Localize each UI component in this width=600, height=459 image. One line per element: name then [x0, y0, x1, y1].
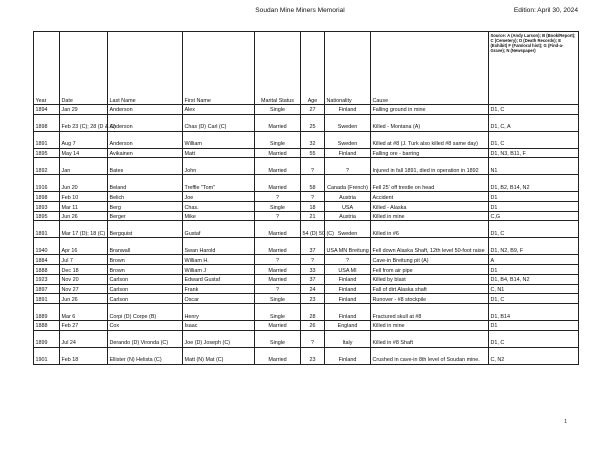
- cell-cause: Fell from air pipe: [371, 265, 489, 275]
- cell-first-name: Chas (D) Carl (C): [183, 114, 255, 131]
- cell-marital-status: Married: [255, 158, 301, 175]
- cell-nationality: Finland: [325, 148, 371, 158]
- cell-first-name: John: [183, 158, 255, 175]
- column-header-sources: Source: A (Andy Larson); B (Book/Report); C (Cemetery); D (Death Records); E (Exhibit) F (Fam/oral hist); G (Find-a-Grave); N (Newspaper): [489, 32, 579, 105]
- cell-first-name: Alex: [183, 105, 255, 115]
- cell-marital-status: Single: [255, 202, 301, 212]
- cell-nationality: Canada (French): [325, 175, 371, 192]
- cell-age: 58: [301, 175, 325, 192]
- cell-date: Jun 26: [60, 211, 108, 221]
- cell-last-name: Derando (D) Vironda (C): [108, 330, 183, 347]
- column-header-cause: Cause: [371, 32, 489, 105]
- cell-year: 1894: [34, 105, 60, 115]
- cell-cause: Fall of dirt Alaska shaft: [371, 284, 489, 294]
- cell-first-name: Gustaf: [183, 221, 255, 238]
- cell-first-name: Matt: [183, 148, 255, 158]
- cell-first-name: Chas.: [183, 202, 255, 212]
- cell-nationality: ?: [325, 255, 371, 265]
- cell-nationality: Austria: [325, 192, 371, 202]
- cell-cause: Killed in mine: [371, 320, 489, 330]
- table-row: [34, 105, 579, 115]
- cell-year: 1898: [34, 114, 60, 131]
- cell-year: 1923: [34, 274, 60, 284]
- cell-nationality: England: [325, 320, 371, 330]
- cell-cause: Fell 25' off trestle on head: [371, 175, 489, 192]
- cell-last-name: Carlson: [108, 284, 183, 294]
- memorial-table: [33, 31, 579, 365]
- cell-year: 1891: [34, 221, 60, 238]
- cell-year: 1892: [34, 158, 60, 175]
- table-row: [34, 238, 579, 255]
- cell-date: Feb 10: [60, 192, 108, 202]
- table-row: [34, 148, 579, 158]
- cell-date: Jun 26: [60, 294, 108, 304]
- table-row: [34, 347, 579, 364]
- cell-age: 33: [301, 265, 325, 275]
- cell-year: 1899: [34, 330, 60, 347]
- cell-sources: D1, N2, B9, F: [489, 238, 579, 255]
- table-row: [34, 192, 579, 202]
- column-header-last-name: Last Name: [108, 32, 183, 105]
- cell-date: Feb 23 (C); 28 (D & C): [60, 114, 108, 131]
- cell-marital-status: ?: [255, 284, 301, 294]
- table-row: [34, 131, 579, 148]
- cell-cause: Killed at #8 (J. Turk also killed #8 same day): [371, 131, 489, 148]
- cell-age: 23: [301, 347, 325, 364]
- cell-first-name: Edward Gustaf: [183, 274, 255, 284]
- table-row: [34, 303, 579, 320]
- column-header-first-name: First Name: [183, 32, 255, 105]
- cell-sources: D1, B14: [489, 303, 579, 320]
- cell-sources: D1, C: [489, 330, 579, 347]
- cell-first-name: William: [183, 131, 255, 148]
- table-row: [34, 158, 579, 175]
- cell-nationality: Finland: [325, 284, 371, 294]
- cell-date: Mar 17 (D); 18 (C): [60, 221, 108, 238]
- cell-age: 32: [301, 131, 325, 148]
- cell-year: 1888: [34, 265, 60, 275]
- cell-first-name: William H.: [183, 255, 255, 265]
- column-header-marital-status: Marital Status: [255, 32, 301, 105]
- cell-first-name: Joe (D) Joseph (C): [183, 330, 255, 347]
- cell-date: Mar 6: [60, 303, 108, 320]
- cell-age: ?: [301, 330, 325, 347]
- cell-sources: D1, C: [489, 221, 579, 238]
- cell-first-name: Swan Harold: [183, 238, 255, 255]
- cell-marital-status: Single: [255, 131, 301, 148]
- cell-age: 54 (D) 50 (C): [301, 221, 325, 238]
- cell-last-name: Brown: [108, 255, 183, 265]
- cell-date: Jan 29: [60, 105, 108, 115]
- cell-last-name: Ellister (N) Helista (C): [108, 347, 183, 364]
- cell-year: 1884: [34, 255, 60, 265]
- cell-sources: D1, C: [489, 294, 579, 304]
- cell-year: 1891: [34, 131, 60, 148]
- cell-first-name: Henry: [183, 303, 255, 320]
- cell-year: 1893: [34, 202, 60, 212]
- column-header-date: Date: [60, 32, 108, 105]
- cell-marital-status: ?: [255, 211, 301, 221]
- cell-nationality: Sweden: [325, 221, 371, 238]
- cell-first-name: Mike: [183, 211, 255, 221]
- cell-first-name: Oscar: [183, 294, 255, 304]
- cell-age: 21: [301, 211, 325, 221]
- cell-year: 1916: [34, 175, 60, 192]
- cell-date: Mar 11: [60, 202, 108, 212]
- cell-last-name: Anderson: [108, 105, 183, 115]
- cell-age: 37: [301, 238, 325, 255]
- table-row: [34, 175, 579, 192]
- cell-marital-status: Married: [255, 221, 301, 238]
- column-header-age: Age: [301, 32, 325, 105]
- cell-marital-status: Married: [255, 265, 301, 275]
- cell-nationality: Finland: [325, 274, 371, 284]
- cell-age: 25: [301, 114, 325, 131]
- cell-year: 1891: [34, 294, 60, 304]
- cell-age: 37: [301, 274, 325, 284]
- cell-cause: Fractured skull at #8: [371, 303, 489, 320]
- cell-nationality: USA: [325, 202, 371, 212]
- cell-first-name: Treffle "Tom": [183, 175, 255, 192]
- cell-year: 1940: [34, 238, 60, 255]
- cell-cause: Killed in #6: [371, 221, 489, 238]
- cell-year: 1889: [34, 303, 60, 320]
- cell-nationality: USA MN Breitung: [325, 238, 371, 255]
- edition-date: Edition: April 30, 2024: [513, 7, 578, 14]
- cell-sources: D1, C: [489, 105, 579, 115]
- cell-sources: D1, N3, B11, F: [489, 148, 579, 158]
- cell-nationality: ?: [325, 158, 371, 175]
- cell-cause: Fell down Alaska Shaft, 12th level 50-foot raise: [371, 238, 489, 255]
- table-body: [34, 105, 579, 365]
- cell-year: 1888: [34, 320, 60, 330]
- cell-age: ?: [301, 158, 325, 175]
- cell-age: ?: [301, 255, 325, 265]
- table-row: [34, 255, 579, 265]
- cell-date: Jun 20: [60, 175, 108, 192]
- cell-nationality: Sweden: [325, 131, 371, 148]
- cell-sources: D1: [489, 202, 579, 212]
- cell-last-name: Berger: [108, 211, 183, 221]
- cell-date: Aug 7: [60, 131, 108, 148]
- table-header-row: [34, 32, 579, 105]
- cell-last-name: Avikainen: [108, 148, 183, 158]
- cell-sources: C,G: [489, 211, 579, 221]
- cell-cause: Falling ground in mine: [371, 105, 489, 115]
- cell-nationality: Finland: [325, 105, 371, 115]
- column-header-year: Year: [34, 32, 60, 105]
- cell-sources: D1: [489, 320, 579, 330]
- cell-date: Nov 27: [60, 284, 108, 294]
- cell-first-name: Matt (N) Mat (C): [183, 347, 255, 364]
- cell-marital-status: Single: [255, 330, 301, 347]
- cell-date: Feb 27: [60, 320, 108, 330]
- cell-age: ?: [301, 192, 325, 202]
- table-row: [34, 330, 579, 347]
- table-row: [34, 221, 579, 238]
- cell-last-name: Berg: [108, 202, 183, 212]
- table-row: [34, 294, 579, 304]
- cell-sources: D1, C: [489, 131, 579, 148]
- cell-last-name: Branwall: [108, 238, 183, 255]
- cell-last-name: Corpi (D) Corpe (B): [108, 303, 183, 320]
- table-row: [34, 320, 579, 330]
- cell-cause: Runover - #8 stockpile: [371, 294, 489, 304]
- cell-nationality: Sweden: [325, 114, 371, 131]
- cell-date: Apr 16: [60, 238, 108, 255]
- cell-last-name: Belich: [108, 192, 183, 202]
- cell-last-name: Anderson: [108, 114, 183, 131]
- cell-year: 1901: [34, 347, 60, 364]
- cell-marital-status: ?: [255, 192, 301, 202]
- cell-marital-status: Married: [255, 347, 301, 364]
- cell-sources: D1, C, A: [489, 114, 579, 131]
- cell-sources: A: [489, 255, 579, 265]
- cell-cause: Killed in #8 Shaft: [371, 330, 489, 347]
- cell-year: 1898: [34, 192, 60, 202]
- cell-sources: D1, B2, B14, N2: [489, 175, 579, 192]
- table-row: [34, 284, 579, 294]
- cell-nationality: Finland: [325, 303, 371, 320]
- cell-cause: Accident: [371, 192, 489, 202]
- cell-sources: C, N1: [489, 284, 579, 294]
- cell-marital-status: Married: [255, 320, 301, 330]
- cell-last-name: Beland: [108, 175, 183, 192]
- cell-last-name: Bergquist: [108, 221, 183, 238]
- cell-age: 28: [301, 303, 325, 320]
- cell-date: May 14: [60, 148, 108, 158]
- cell-sources: D1, B4, B14, N2: [489, 274, 579, 284]
- cell-year: 1895: [34, 148, 60, 158]
- table-row: [34, 274, 579, 284]
- page-number: 1: [564, 419, 567, 425]
- table-row: [34, 202, 579, 212]
- cell-marital-status: Single: [255, 105, 301, 115]
- cell-marital-status: Married: [255, 114, 301, 131]
- cell-date: Feb 18: [60, 347, 108, 364]
- cell-last-name: Cox: [108, 320, 183, 330]
- cell-last-name: Brown: [108, 265, 183, 275]
- cell-year: 1895: [34, 211, 60, 221]
- cell-first-name: Frank: [183, 284, 255, 294]
- cell-sources: D1: [489, 192, 579, 202]
- table-row: [34, 265, 579, 275]
- table-row: [34, 114, 579, 131]
- cell-cause: Falling ore - barring: [371, 148, 489, 158]
- cell-age: 23: [301, 294, 325, 304]
- cell-age: 26: [301, 320, 325, 330]
- cell-first-name: Joe: [183, 192, 255, 202]
- cell-age: 24: [301, 284, 325, 294]
- cell-date: Nov 20: [60, 274, 108, 284]
- cell-sources: D1: [489, 265, 579, 275]
- cell-last-name: Carlson: [108, 274, 183, 284]
- cell-date: Jan: [60, 158, 108, 175]
- column-header-nationality: Nationality: [325, 32, 371, 105]
- cell-cause: Killed - Alaska: [371, 202, 489, 212]
- cell-marital-status: Married: [255, 238, 301, 255]
- cell-first-name: Isaac: [183, 320, 255, 330]
- cell-last-name: Bates: [108, 158, 183, 175]
- cell-cause: Killed by blast: [371, 274, 489, 284]
- cell-marital-status: Married: [255, 148, 301, 158]
- cell-marital-status: Single: [255, 294, 301, 304]
- cell-marital-status: ?: [255, 255, 301, 265]
- cell-first-name: William J: [183, 265, 255, 275]
- document-title: Soudan Mine Miners Memorial: [255, 7, 345, 14]
- cell-nationality: Finland: [325, 347, 371, 364]
- cell-marital-status: Single: [255, 303, 301, 320]
- cell-nationality: Finland: [325, 294, 371, 304]
- cell-cause: Crushed in cave-in 8th level of Soudan mine.: [371, 347, 489, 364]
- cell-last-name: Carlson: [108, 294, 183, 304]
- cell-age: 27: [301, 105, 325, 115]
- cell-sources: C, N2: [489, 347, 579, 364]
- cell-marital-status: Married: [255, 175, 301, 192]
- cell-nationality: Austria: [325, 211, 371, 221]
- cell-date: Jul 7: [60, 255, 108, 265]
- cell-age: 55: [301, 148, 325, 158]
- cell-last-name: Anderson: [108, 131, 183, 148]
- cell-date: Jul 24: [60, 330, 108, 347]
- cell-nationality: USA MI: [325, 265, 371, 275]
- table-row: [34, 211, 579, 221]
- cell-cause: Killed in mine: [371, 211, 489, 221]
- cell-cause: Cave-in Breitung pit (A): [371, 255, 489, 265]
- cell-cause: Injured in fall 1891, died in operation in 1892: [371, 158, 489, 175]
- cell-age: 18: [301, 202, 325, 212]
- cell-marital-status: Married: [255, 274, 301, 284]
- cell-cause: Killed - Montana (A): [371, 114, 489, 131]
- cell-sources: N1: [489, 158, 579, 175]
- cell-nationality: Italy: [325, 330, 371, 347]
- cell-date: Dec 18: [60, 265, 108, 275]
- cell-year: 1897: [34, 284, 60, 294]
